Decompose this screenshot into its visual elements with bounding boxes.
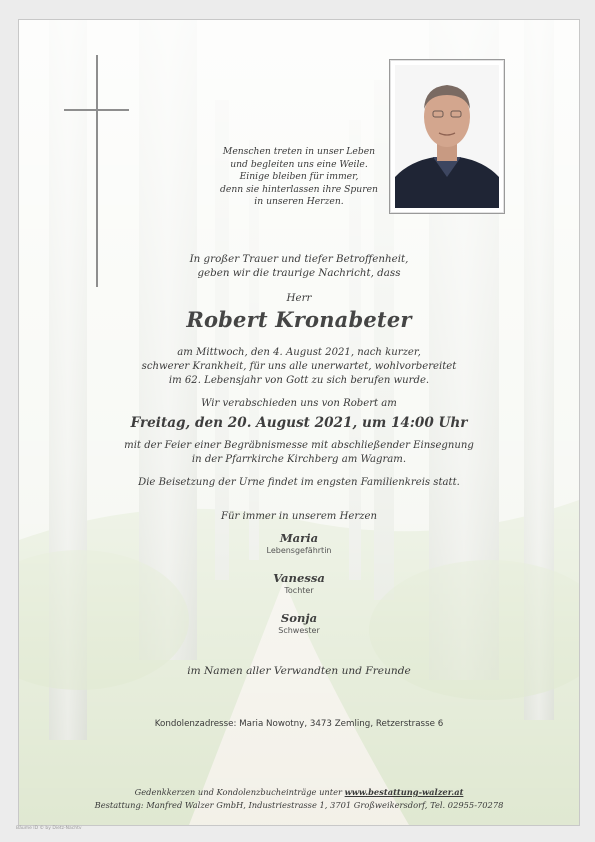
quote-line: Menschen treten in unser Leben xyxy=(222,146,376,157)
deceased-name: Robert Kronabeter xyxy=(186,307,412,332)
mourner-name: Vanessa xyxy=(273,571,325,585)
mourner-entry xyxy=(19,611,579,635)
ceremony-line: in der Pfarrkirche Kirchberg am Wagram. xyxy=(191,454,407,466)
funeral-date: Freitag, den 20. August 2021, um 14:00 Uhr xyxy=(130,415,468,431)
cross-horizontal-bar xyxy=(64,109,129,111)
funeral-home-footer xyxy=(19,786,579,812)
salutation: Herr xyxy=(286,292,312,304)
ceremony-line: mit der Feier einer Begräbnismesse mit abschließender Einsegnung xyxy=(124,440,474,451)
description-line: am Mittwoch, den 4. August 2021, nach kurzer, xyxy=(177,347,421,358)
website-link[interactable]: www.bestattung-walzer.at xyxy=(344,787,464,797)
announcement-intro xyxy=(19,252,579,280)
intro-line: In großer Trauer und tiefer Betroffenheit, xyxy=(189,253,409,265)
footer-line-2: Bestattung: Manfred Walzer GmbH, Industriestrasse 1, 3701 Großweikersdorf, Tel. 02955-70278 xyxy=(94,800,504,810)
quote-line: Einige bleiben für immer, xyxy=(239,171,359,182)
quote-line: und begleiten uns eine Weile. xyxy=(230,158,368,170)
footer-prefix: Gedenkkerzen und Kondolenzbucheinträge unter xyxy=(134,787,342,797)
obituary-page xyxy=(18,19,580,826)
mourner-entry xyxy=(19,531,579,555)
urn-note: Die Beisetzung der Urne findet im engsten Familienkreis statt. xyxy=(138,477,460,488)
mourner-relation: Schwester xyxy=(278,626,320,635)
mourner-relation: Lebensgefährtin xyxy=(266,546,332,555)
relatives-line: im Namen aller Verwandten und Freunde xyxy=(187,665,411,677)
mourner-name: Maria xyxy=(279,531,319,545)
description-line: schwerer Krankheit, für uns alle unerwartet, wohlvorbereitet xyxy=(141,361,457,373)
mourner-relation: Tochter xyxy=(284,586,314,595)
forever-line: Für immer in unserem Herzen xyxy=(221,511,377,522)
mourner-entry xyxy=(19,571,579,595)
footer-line-1 xyxy=(19,786,579,799)
quote-line: denn sie hinterlassen ihre Spuren xyxy=(220,183,378,195)
ceremony-details xyxy=(19,439,579,467)
farewell-intro: Wir verabschieden uns von Robert am xyxy=(201,398,397,409)
quote-line: in unseren Herzen. xyxy=(254,196,344,207)
condolence-address: Kondolenzadresse: Maria Nowotny, 3473 Zemling, Retzerstrasse 6 xyxy=(154,719,444,729)
description-line: im 62. Lebensjahr von Gott zu sich berufen wurde. xyxy=(168,375,430,387)
image-credit: Bäume ID © by Dietz-Nachtv xyxy=(16,826,82,831)
memorial-quote xyxy=(19,146,579,209)
death-description xyxy=(19,346,579,389)
mourner-name: Sonja xyxy=(280,611,318,625)
intro-line: geben wir die traurige Nachricht, dass xyxy=(197,267,401,279)
